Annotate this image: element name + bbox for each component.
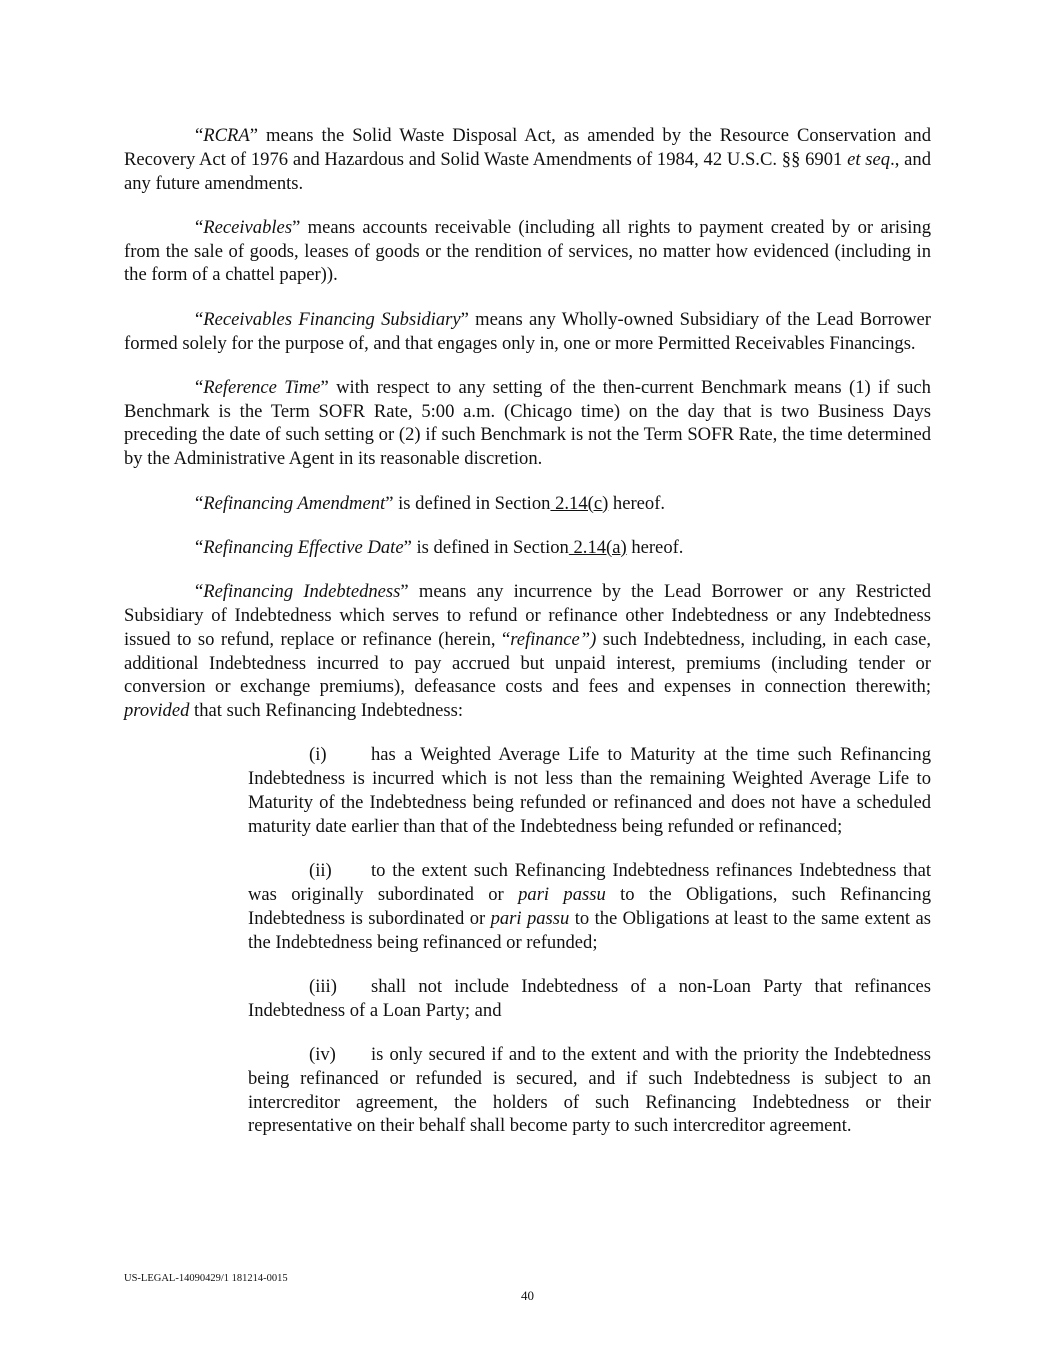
definition-rcra: “RCRA” means the Solid Waste Disposal Act, as amended by the Resource Conservation and Recovery Act of 1976 and Hazardous and Solid Waste Amendments of 1984, 42 U.S.C. §§ 6901 et seq., and any future amendments. <box>124 125 932 194</box>
definition-refinancing-effective-date: “Refinancing Effective Date” is defined in Section 2.14(a) hereof. <box>195 536 684 558</box>
footer-document-id: US-LEGAL-14090429/1 181214-0015 <box>124 1273 288 1284</box>
definition-receivables-financing-subsidiary: “Receivables Financing Subsidiary” means any Wholly-owned Subsidiary of the Lead Borrower formed solely for the purpose of, and that engages only in, one or more Permitted Receivables Financings. <box>124 308 931 354</box>
defined-term: Receivables <box>203 216 293 238</box>
clause-iii: (iii) shall not include Indebtedness of a non-Loan Party that refinances Indebtedness of a Loan Party; and <box>248 975 931 1021</box>
clause-iv: (iv) is only secured if and to the extent and with the priority the Indebtedness being refinanced or refunded is secured, and if such Indebtedness is subject to an intercreditor agreement, the holders of such Refinancing Indebtedness or their representative on their behalf shall become party to such intercreditor agreement. <box>248 1043 931 1137</box>
clause-number: (i) <box>309 744 327 766</box>
clause-number: (iii) <box>309 975 337 997</box>
defined-term: Reference Time <box>203 376 321 398</box>
section-reference: 2.14(a) <box>568 536 627 558</box>
definition-refinancing-indebtedness: “Refinancing Indebtedness” means any incurrence by the Lead Borrower or any Restricted Subsidiary of Indebtedness which serves to refund or refinance other Indebtedness or any Indebtedness issued to so refund, replace or refinance (herein, “refinance”) such Indebtedness, including, in each case, additional Indebtedness incurred to pay accrued but unpaid interest, premiums (including tender or conversion or exchange premiums), defeasance costs and fees and expenses in connection therewith; provided that such Refinancing Indebtedness: <box>124 581 931 722</box>
clause-number: (ii) <box>309 860 332 882</box>
defined-term: Receivables Financing Subsidiary <box>203 308 461 330</box>
document-body <box>124 124 931 1159</box>
clause-number: (iv) <box>309 1043 336 1065</box>
defined-term: Refinancing Effective Date <box>203 536 404 558</box>
clause-ii: (ii) to the extent such Refinancing Indebtedness refinances Indebtedness that was originally subordinated or pari passu to the Obligations, such Refinancing Indebtedness is subordinated or pari passu to the Obligations at least to the same extent as the Indebtedness being refinanced or refunded; <box>248 860 932 953</box>
defined-term: Refinancing Amendment <box>203 492 386 514</box>
defined-term: RCRA <box>203 125 250 146</box>
page-number: 40 <box>521 1288 534 1303</box>
defined-term: Refinancing Indebtedness <box>203 581 401 603</box>
section-reference: 2.14(c) <box>550 492 609 514</box>
clause-i: (i) has a Weighted Average Life to Maturity at the time such Refinancing Indebtedness is incurred which is not less than the remaining Weighted Average Life to Maturity of the Indebtedness being refunded or refinanced and does not have a scheduled maturity date earlier than that of the Indebtedness being refunded or refinanced; <box>248 744 931 837</box>
definition-refinancing-amendment: “Refinancing Amendment” is defined in Section 2.14(c) hereof. <box>195 492 666 514</box>
definition-reference-time: “Reference Time” with respect to any setting of the then-current Benchmark means (1) if such Benchmark is the Term SOFR Rate, 5:00 a.m. (Chicago time) on the day that is two Business Days preceding the date of such setting or (2) if such Benchmark is not the Term SOFR Rate, the time determined by the Administrative Agent in its reasonable discretion. <box>124 376 931 470</box>
definition-receivables: “Receivables” means accounts receivable (including all rights to payment created by or arising from the sale of goods, leases of goods or the rendition of services, no matter how evidenced (including in the form of a chattel paper)). <box>124 216 931 286</box>
